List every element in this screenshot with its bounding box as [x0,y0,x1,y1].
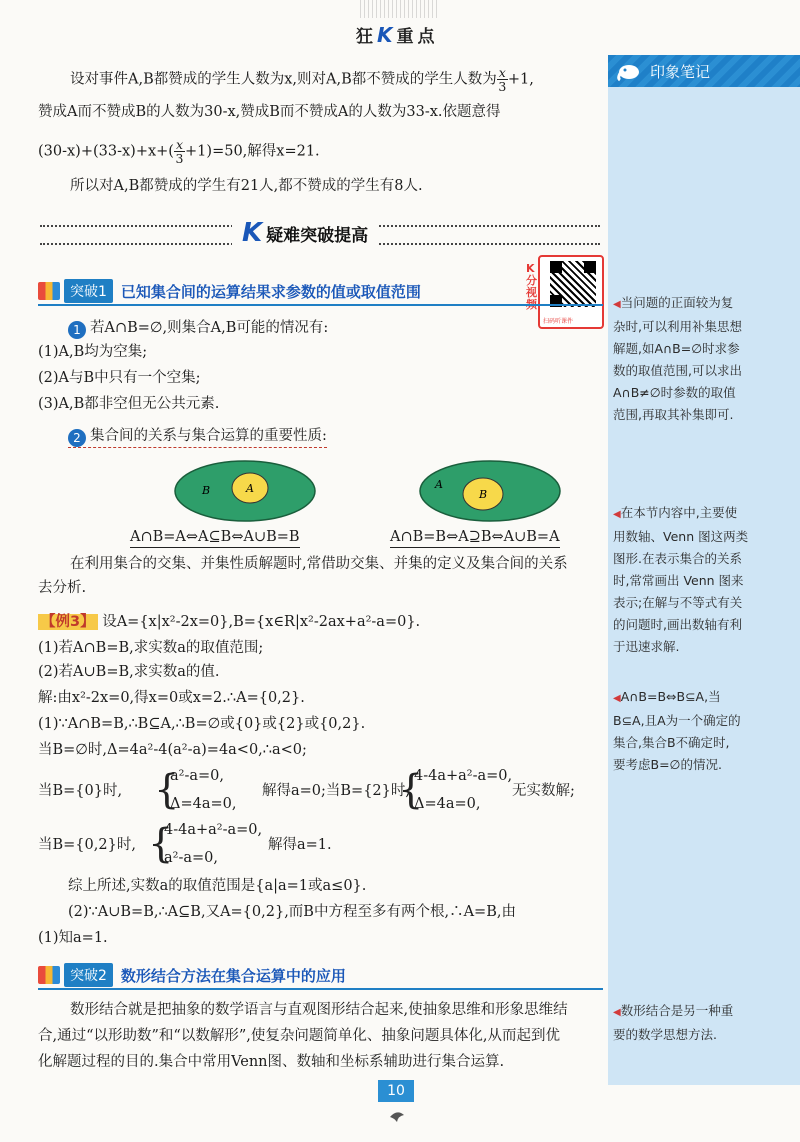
break2-paragraph-line-3: 化解题过程的目的.集合中常用Venn图、数轴和坐标系辅助进行集合运算. [38,1054,505,1070]
system-2-eq-2: Δ=4a=0, [414,796,481,812]
solution-line-3c: 解得a=0;当B={2}时, [262,783,410,799]
number-badge-icon: 1 [68,321,86,339]
case-2: (2)A与B中只有一个空集; [38,370,201,386]
left-brace-icon: { [148,821,174,867]
left-brace-icon: { [398,767,424,813]
break2-paragraph-line-1: 数形结合就是把抽象的数学语言与直观图形结合起来,使抽象思维和形象思维结 [70,1002,568,1018]
header-title-right: 重点 [396,27,439,47]
example-3: 【例3】 设A={x|x²-2x=0},B={x∈R|x²-2ax+a²-a=0}. [38,612,420,632]
venn-right [415,458,565,524]
qr-side-label: K分视频 [526,262,537,311]
solution-line-5: 综上所述,实数a的取值范围是{a|a=1或a≤0}. [68,878,367,894]
header-decoration [360,0,440,18]
elephant-icon [616,60,642,82]
fraction-x-over-3-b: $\frac{x}{3}$ [175,137,184,166]
system-3-eq-1: 4-4a+a²-a=0, [164,822,263,838]
intro-line-1: 设对事件A,B都赞成的学生人数为x,则对A,B都不赞成的学生人数为 $\frac{x}{3}$ +1, [70,65,534,94]
book-icon [38,966,60,984]
venn-left-inner-label: A [246,482,254,495]
section-title: 疑难突破提高 [266,226,369,246]
note-marker-icon: ◀ [613,1007,621,1018]
solution-line-2: 当B=∅时,Δ=4a²-4(a²-a)=4a<0,∴a<0; [38,742,307,758]
system-2-eq-1: 4-4a+a²-a=0, [414,768,513,784]
note-marker-icon: ◀ [613,509,621,520]
break2-title: 数形结合方法在集合运算中的应用 [120,966,346,985]
note-marker-icon: ◀ [613,299,621,310]
page-number: 10 [378,1080,414,1102]
solution-line-6: (2)∵A∪B=B,∴A⊆B,又A={0,2},而B中方程至多有两个根,∴A=B,由 [68,904,516,920]
break1-title: 已知集合间的运算结果求参数的值或取值范围 [120,282,421,301]
break1-heading [38,278,421,304]
book-icon [38,282,60,300]
break1-point2: 2 集合间的关系与集合运算的重要性质: [68,426,327,448]
intro-line-2: 赞成A而不赞成B的人数为30-x,赞成B而不赞成A的人数为33-x.依题意得 [38,104,501,120]
header-title [356,22,439,47]
intro-line-4: 所以对A,B都赞成的学生有21人,都不赞成的学生有8人. [70,178,423,194]
section-banner [232,218,378,248]
qr-code[interactable] [526,255,604,329]
system-1-eq-2: Δ=4a=0, [170,796,237,812]
solution-line-4a: 当B={0,2}时, [38,837,136,853]
break1-paragraph-line-1: 在利用集合的交集、并集性质解题时,常借助交集、并集的定义及集合间的关系 [70,556,568,572]
break1-paragraph-line-2: 去分析. [38,580,87,596]
left-brace-icon: { [154,767,180,813]
header-title-left: 狂 [356,27,377,47]
venn-left [170,458,320,524]
sidebar-note-1: ◀当问题的正面较为复 杂时,可以利用补集思想 解题,如A∩B=∅时求参 数的取值范围,可以求出 A∩B≠∅时参数的取值 范围,再取其补集即可. [613,295,742,422]
break2-tag: 突破2 [64,963,113,987]
solution-line-1: (1)∵A∩B=B,∴B⊆A,∴B=∅或{0}或{2}或{0,2}. [38,716,366,732]
venn-right-caption: A∩B=B⇔A⊇B⇔A∪B=A [390,527,560,548]
break1-underline [38,304,603,306]
sidebar-note-2: ◀在本节内容中,主要使 用数轴、Venn 图这两类 图形.在表示集合的关系 时,常常画出 Venn 图来 表示;在解与不等式有关 的问题时,画出数轴有利 于迅速求解. [613,505,749,654]
sidebar-note-4: ◀数形结合是另一种重 要的数学思想方法. [613,1003,734,1042]
section-k-logo: K [242,218,263,248]
question-1: (1)若A∩B=B,求实数a的取值范围; [38,640,264,656]
venn-left-caption: A∩B=A⇔A⊆B⇔A∪B=B [130,527,300,548]
case-1: (1)A,B均为空集; [38,344,148,360]
solution-line-3e: 无实数解; [512,783,575,799]
sidebar-title: 印象笔记 [650,63,711,81]
solution-line-4c: 解得a=1. [268,837,332,853]
solution-line-0: 解:由x²-2x=0,得x=0或x=2.∴A={0,2}. [38,690,305,706]
qr-pattern [550,261,596,307]
number-badge-icon: 2 [68,429,86,447]
break2-underline [38,988,603,990]
break2-heading [38,962,346,988]
venn-right-inner-label: B [479,488,488,501]
bird-icon [388,1108,406,1122]
venn-left-outer-label: B [202,484,211,497]
case-3: (3)A,B都非空但无公共元素. [38,396,220,412]
system-1-eq-1: a²-a=0, [170,768,224,784]
fraction-x-over-3: $\frac{x}{3}$ [498,65,507,94]
solution-line-7: (1)知a=1. [38,930,108,946]
note-marker-icon: ◀ [613,693,621,704]
sidebar-note-3: ◀A∩B=B⇔B⊆A,当 B⊆A,且A为一个确定的 集合,集合B不确定时, 要考虑B=∅的情况. [613,689,741,772]
intro-line-3: (30-x)+(33-x)+x+( $\frac{x}{3}$ +1)=50,解得x=21. [38,137,320,166]
venn-right-outer-label: A [435,478,443,491]
break1-point1: 1 若A∩B=∅,则集合A,B可能的情况有: [68,318,328,339]
example-label: 【例3】 [38,614,98,630]
header-k-logo: K [377,23,397,47]
break2-paragraph-line-2: 合,通过“以形助数”和“以数解形”,使复杂问题简单化、抽象问题具体化,从而起到优 [38,1028,560,1044]
question-2: (2)若A∪B=B,求实数a的值. [38,664,220,680]
break1-tag: 突破1 [64,279,113,303]
solution-line-3a: 当B={0}时, [38,783,123,799]
system-3-eq-2: a²-a=0, [164,850,218,866]
qr-tag: 扫码听课件 [543,318,574,325]
